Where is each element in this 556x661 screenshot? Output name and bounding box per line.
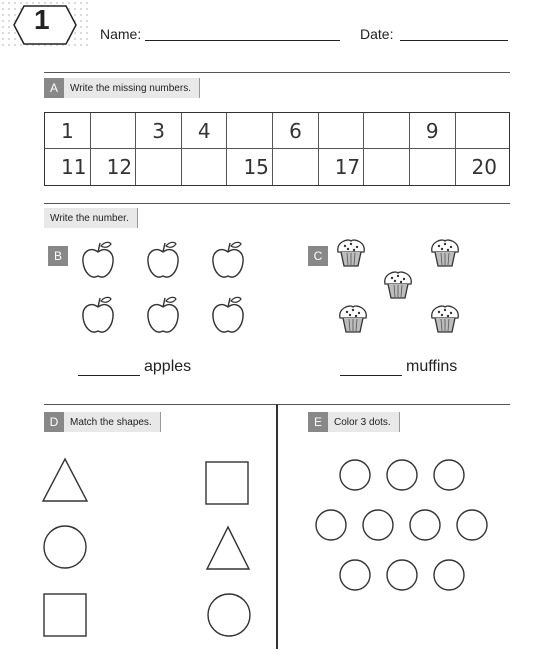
- write-number-header: [44, 208, 138, 228]
- date-label: Date:: [360, 26, 394, 42]
- grid-cell[interactable]: 1: [45, 113, 91, 149]
- grid-cell[interactable]: 3: [136, 113, 182, 149]
- dot[interactable]: [316, 510, 346, 540]
- section-e-instruction: Color 3 dots.: [334, 416, 391, 428]
- section-a-header: [44, 78, 200, 98]
- dot[interactable]: [387, 560, 417, 590]
- square-shape[interactable]: [42, 592, 88, 638]
- grid-cell[interactable]: [182, 149, 228, 185]
- muffin-icon: [381, 268, 415, 302]
- square-shape[interactable]: [204, 460, 250, 506]
- section-a-instruction: Write the missing numbers.: [70, 82, 191, 94]
- dot[interactable]: [363, 510, 393, 540]
- section-d-header: [44, 412, 161, 432]
- apples-answer-field[interactable]: [78, 375, 140, 376]
- dots-group: [300, 452, 510, 602]
- name-field[interactable]: [145, 40, 340, 41]
- grid-cell[interactable]: [410, 149, 456, 185]
- section-e-letter: E: [308, 412, 328, 432]
- muffin-icon: [334, 236, 368, 270]
- apple-icon: [145, 295, 181, 337]
- dot-row: [316, 510, 487, 540]
- dot[interactable]: [434, 560, 464, 590]
- grid-cell[interactable]: [136, 149, 182, 185]
- dot-row: [340, 460, 464, 490]
- section-b-letter: B: [48, 246, 68, 266]
- grid-cell[interactable]: 11: [45, 149, 91, 185]
- apple-icon: [80, 295, 116, 337]
- muffin-icon: [428, 236, 462, 270]
- number-grid: [44, 112, 510, 186]
- grid-cell[interactable]: 17: [319, 149, 365, 185]
- grid-cell[interactable]: 12: [91, 149, 137, 185]
- muffins-label: muffins: [406, 358, 458, 375]
- date-field[interactable]: [400, 40, 508, 41]
- name-label: Name:: [100, 26, 142, 42]
- grid-cell[interactable]: 6: [273, 113, 319, 149]
- page-number: 1: [34, 4, 50, 35]
- dot[interactable]: [387, 460, 417, 490]
- section-c-letter: C: [308, 246, 328, 266]
- section-d-letter: D: [44, 412, 64, 432]
- dot[interactable]: [434, 460, 464, 490]
- triangle-shape[interactable]: [204, 524, 252, 572]
- apple-icon: [80, 240, 116, 282]
- dot-row: [340, 560, 464, 590]
- column-divider: [276, 404, 278, 649]
- write-number-instruction: Write the number.: [50, 212, 129, 224]
- grid-cell[interactable]: [273, 149, 319, 185]
- section-e-header: [308, 412, 400, 432]
- muffin-icon: [428, 302, 462, 336]
- apple-icon: [210, 295, 246, 337]
- grid-cell[interactable]: 4: [182, 113, 228, 149]
- dot[interactable]: [410, 510, 440, 540]
- grid-cell[interactable]: [364, 113, 410, 149]
- grid-cell[interactable]: [456, 113, 509, 149]
- apple-icon: [145, 240, 181, 282]
- grid-cell[interactable]: [319, 113, 365, 149]
- grid-cell[interactable]: [91, 113, 137, 149]
- grid-cell[interactable]: 15: [227, 149, 273, 185]
- section-divider: [44, 203, 510, 204]
- section-a-letter: A: [44, 78, 64, 98]
- apples-label: apples: [144, 358, 192, 375]
- circle-shape[interactable]: [206, 592, 252, 638]
- grid-cell[interactable]: [364, 149, 410, 185]
- grid-cell[interactable]: 20: [471, 155, 497, 179]
- dot[interactable]: [457, 510, 487, 540]
- apple-icon: [210, 240, 246, 282]
- grid-cell[interactable]: [227, 113, 273, 149]
- triangle-shape[interactable]: [40, 456, 90, 504]
- section-divider: [44, 72, 510, 73]
- circle-shape[interactable]: [42, 524, 88, 570]
- muffin-icon: [336, 302, 370, 336]
- dot[interactable]: [340, 560, 370, 590]
- grid-cell[interactable]: 9: [410, 113, 456, 149]
- section-d-instruction: Match the shapes.: [70, 416, 152, 428]
- muffins-answer-field[interactable]: [340, 375, 402, 376]
- dot[interactable]: [340, 460, 370, 490]
